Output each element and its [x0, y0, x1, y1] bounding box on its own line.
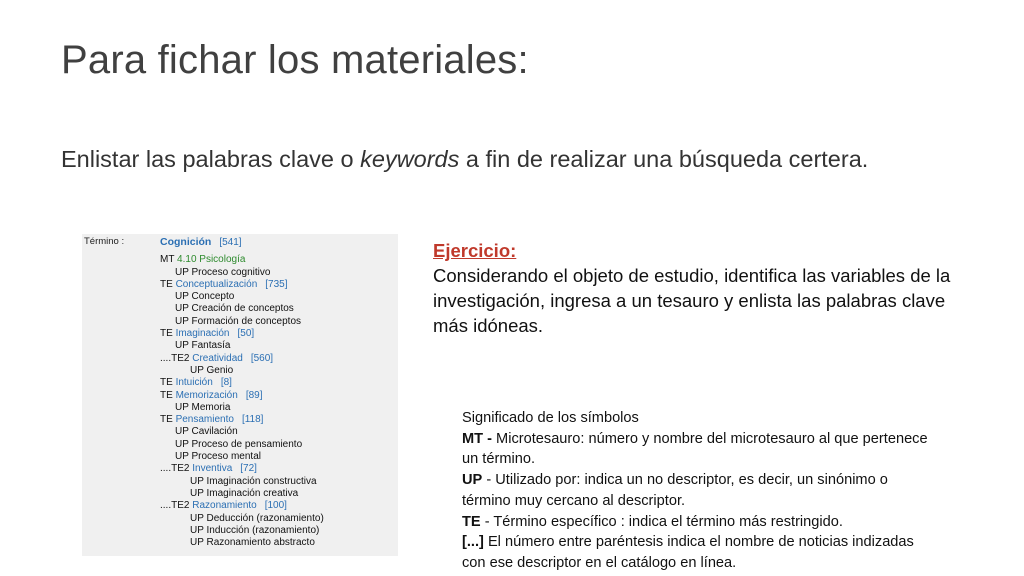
- record-count: [50]: [237, 328, 255, 340]
- entry-prefix: ....TE2: [160, 352, 190, 364]
- thesaurus-row: [160, 390, 394, 402]
- non-descriptor-text: Creación de conceptos: [191, 303, 294, 315]
- thesaurus-row: [160, 463, 394, 475]
- non-descriptor-text: Proceso mental: [191, 451, 261, 463]
- entry-prefix: UP: [190, 475, 204, 487]
- non-descriptor-text: Memoria: [191, 401, 231, 413]
- entry-prefix: TE: [160, 389, 173, 401]
- term-label: Término :: [84, 236, 125, 247]
- record-count: [72]: [240, 463, 257, 475]
- symbols-legend: [462, 408, 932, 574]
- entry-prefix: TE: [160, 278, 173, 290]
- thesaurus-entries: [160, 236, 394, 549]
- symbol-description: - Término específico : indica el término más restringido.: [480, 513, 843, 530]
- mt-row: [160, 254, 394, 266]
- non-descriptor-text: Proceso cognitivo: [191, 266, 271, 278]
- thesaurus-screenshot: [82, 234, 398, 556]
- entry-prefix: UP: [190, 524, 204, 536]
- subtitle-text-start: Enlistar las palabras clave o: [61, 146, 361, 172]
- non-descriptor-text: Concepto: [191, 291, 235, 303]
- thesaurus-row: [160, 414, 394, 426]
- symbol-item-up: [462, 470, 932, 511]
- entry-prefix: UP: [190, 364, 204, 376]
- thesaurus-row: [160, 488, 394, 500]
- entry-list: [160, 267, 394, 550]
- subtitle-keywords-emphasis: keywords: [360, 146, 460, 172]
- descriptor-link[interactable]: Intuición: [175, 377, 213, 389]
- slide-subtitle: [61, 146, 868, 173]
- symbol-code: UP: [462, 472, 483, 489]
- non-descriptor-text: Formación de conceptos: [191, 315, 302, 327]
- symbol-description: - Utilizado por: indica un no descriptor, es decir, un sinónimo o término muy cercano al descriptor.: [462, 472, 888, 509]
- head-term-count: [541]: [219, 237, 242, 248]
- non-descriptor-text: Inducción (razonamiento): [206, 524, 320, 536]
- exercise-body: Considerando el objeto de estudio, identifica las variables de la investigación, ingresa a un tesauro y enlista las palabras clave más idóneas.: [433, 265, 951, 336]
- descriptor-link[interactable]: Imaginación: [175, 328, 230, 340]
- descriptor-link[interactable]: Conceptualización: [175, 278, 258, 290]
- entry-prefix: UP: [190, 537, 204, 549]
- thesaurus-row: [160, 267, 394, 279]
- symbol-code: [...]: [462, 534, 484, 551]
- symbol-item-count: [462, 532, 932, 573]
- thesaurus-row: [160, 365, 394, 377]
- entry-prefix: UP: [175, 426, 189, 438]
- record-count: [735]: [265, 278, 288, 290]
- descriptor-link[interactable]: Memorización: [175, 389, 238, 401]
- symbols-title: Significado de los símbolos: [462, 410, 639, 426]
- entry-prefix: UP: [175, 315, 189, 327]
- thesaurus-row: [160, 451, 394, 463]
- thesaurus-row: [160, 500, 394, 512]
- entry-prefix: TE: [160, 414, 173, 426]
- symbol-description: El número entre paréntesis indica el nombre de noticias indizadas con ese descriptor en el catálogo en línea.: [462, 534, 914, 571]
- entry-prefix: UP: [175, 303, 189, 315]
- thesaurus-row: [160, 439, 394, 451]
- entry-prefix: UP: [175, 401, 189, 413]
- record-count: [8]: [220, 377, 232, 389]
- symbol-item-te: [462, 512, 932, 533]
- record-count: [560]: [250, 352, 274, 364]
- record-count: [100]: [264, 500, 287, 512]
- exercise-heading: Ejercicio:: [433, 240, 517, 261]
- entry-prefix: UP: [175, 451, 189, 463]
- thesaurus-row: [160, 316, 394, 328]
- symbol-code: MT -: [462, 430, 492, 447]
- thesaurus-row: [160, 279, 394, 291]
- non-descriptor-text: Genio: [206, 364, 234, 376]
- symbol-item-mt: [462, 429, 932, 470]
- descriptor-link[interactable]: Creatividad: [192, 352, 243, 364]
- entry-prefix: ....TE2: [160, 463, 190, 475]
- thesaurus-row: [160, 340, 394, 352]
- non-descriptor-text: Razonamiento abstracto: [206, 537, 315, 549]
- entry-prefix: UP: [190, 512, 204, 524]
- descriptor-link[interactable]: Inventiva: [192, 463, 233, 475]
- thesaurus-row: [160, 377, 394, 389]
- subtitle-text-end: a fin de realizar una búsqueda certera.: [459, 146, 869, 172]
- non-descriptor-text: Proceso de pensamiento: [191, 438, 303, 450]
- descriptor-link[interactable]: Razonamiento: [192, 500, 257, 512]
- thesaurus-row: [160, 476, 394, 488]
- thesaurus-row: [160, 513, 394, 525]
- mt-value-link[interactable]: 4.10 Psicología: [177, 254, 246, 266]
- entry-prefix: UP: [175, 291, 189, 303]
- thesaurus-row: [160, 353, 394, 365]
- thesaurus-row: [160, 537, 394, 549]
- entry-prefix: UP: [175, 266, 189, 278]
- slide-title: Para fichar los materiales:: [61, 38, 529, 82]
- symbol-description: Microtesauro: número y nombre del microtesauro al que pertenece un término.: [462, 430, 928, 468]
- entry-prefix: TE: [160, 377, 173, 389]
- symbol-code: TE: [462, 513, 481, 530]
- thesaurus-row: [160, 328, 394, 340]
- thesaurus-row: [160, 525, 394, 537]
- entry-prefix: UP: [175, 438, 189, 450]
- head-term-link[interactable]: Cognición: [160, 236, 212, 248]
- non-descriptor-text: Imaginación creativa: [206, 487, 299, 499]
- non-descriptor-text: Imaginación constructiva: [206, 475, 317, 487]
- thesaurus-row: [160, 426, 394, 438]
- descriptor-link[interactable]: Pensamiento: [175, 414, 234, 426]
- thesaurus-row: [160, 303, 394, 315]
- thesaurus-row: [160, 402, 394, 414]
- exercise-block: [433, 238, 973, 338]
- non-descriptor-text: Deducción (razonamiento): [206, 512, 324, 524]
- entry-prefix: TE: [160, 328, 173, 340]
- thesaurus-row: [160, 291, 394, 303]
- mt-prefix: MT: [160, 254, 175, 266]
- entry-prefix: UP: [190, 487, 204, 499]
- record-count: [89]: [245, 389, 263, 401]
- entry-prefix: UP: [175, 340, 189, 352]
- non-descriptor-text: Fantasía: [191, 340, 231, 352]
- record-count: [118]: [241, 414, 264, 426]
- head-term-row: [160, 236, 394, 248]
- entry-prefix: ....TE2: [160, 500, 190, 512]
- non-descriptor-text: Cavilación: [191, 426, 238, 438]
